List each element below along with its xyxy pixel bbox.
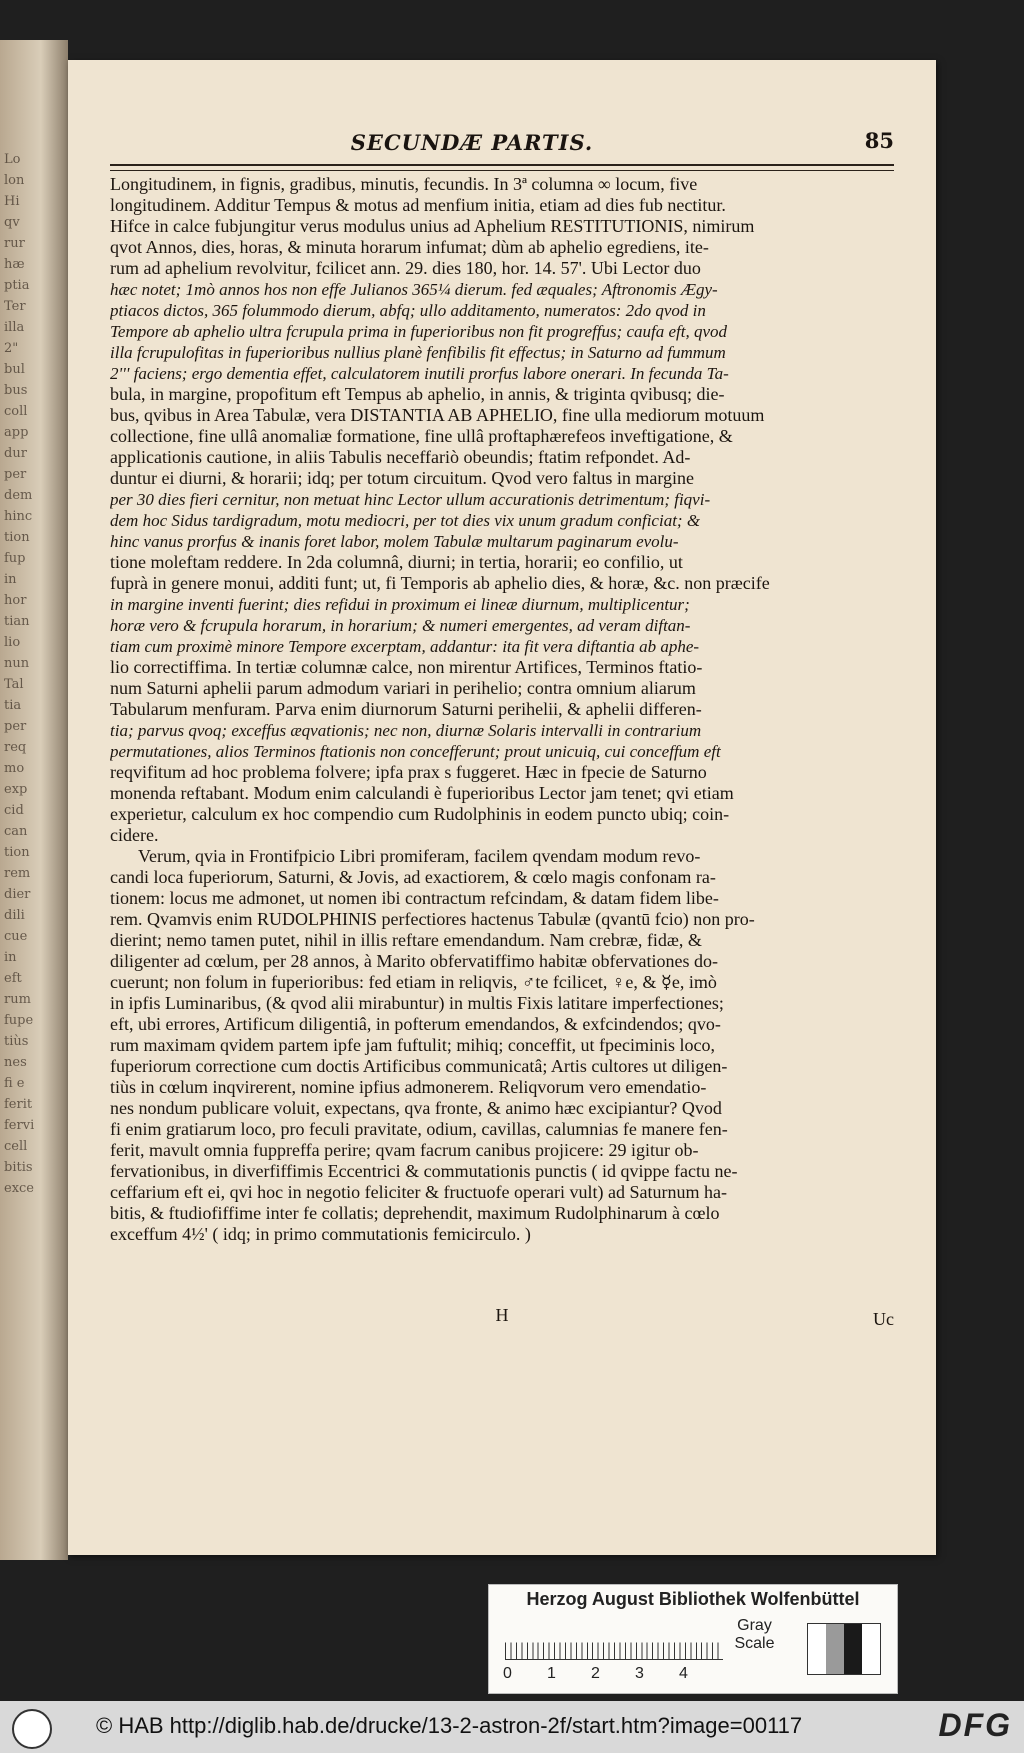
text-line: eft, ubi errores, Artificum diligentiâ, in pofterum emendandos, & exfcindendos; qvo- <box>110 1014 721 1034</box>
text-line: exceffum 4½' ( idq; in primo commutationis femicirculo. ) <box>110 1224 531 1244</box>
left-page-fragment: tian <box>4 614 30 629</box>
ruler-number: 0 <box>503 1665 512 1682</box>
running-title: SECUNDÆ PARTIS. <box>350 130 594 155</box>
ruler-number: 4 <box>679 1665 688 1682</box>
left-page-fragment: nes <box>4 1055 27 1070</box>
left-page-fragment: fi e <box>4 1076 25 1091</box>
header-rule-thin <box>110 170 894 171</box>
left-page-fragment: lio <box>4 635 21 650</box>
text-line: Hifce in calce fubjungitur verus modulus unius ad Aphelium RESTITUTIONIS, nimirum <box>110 216 755 236</box>
left-page-fragment: in <box>4 572 17 587</box>
gray-swatches <box>807 1623 881 1675</box>
text-line: cuerunt; non folum in fuperioribus: fed etiam in reliqvis, ♂te fcilicet, ♀e, & ☿e, imò <box>110 972 717 992</box>
left-page-fragment: exce <box>4 1181 34 1196</box>
library-name: Herzog August Bibliothek Wolfenbüttel <box>526 1589 860 1609</box>
page-number: 85 <box>864 128 894 153</box>
text-line: Verum, qvia in Frontifpicio Libri promiferam, facilem qvendam modum revo- <box>138 846 701 866</box>
text-line: permutationes, alios Terminos ftationis non concefferunt; prout unicuiq, cui conceffum eft <box>110 742 721 761</box>
ruler-number: 2 <box>591 1665 600 1682</box>
text-line: cidere. <box>110 825 159 845</box>
left-page-fragment: bitis <box>4 1160 33 1175</box>
left-page-fragment: ferit <box>4 1097 33 1112</box>
left-page-fragment: rem <box>4 866 31 881</box>
page-header <box>110 122 894 172</box>
left-page-fragment: dur <box>4 446 27 461</box>
left-page-fragment: dier <box>4 887 31 902</box>
text-line: nes nondum publicare voluit, expectans, qva fronte, & animo hæc excipiantur? Qvod <box>110 1098 722 1118</box>
left-page-fragment: per <box>4 467 27 482</box>
ruler-icon <box>505 1625 723 1660</box>
ruler-number: 3 <box>635 1665 644 1682</box>
left-page-fragment: fervi <box>4 1118 35 1133</box>
text-line: 2''' faciens; ergo dementia effet, calculatorem inutili prorfus labore onerari. In fecunda Ta- <box>110 364 729 383</box>
text-line: monenda reftabant. Modum enim calculandi è fuperioribus Lector jam tenet; qvi etiam <box>110 783 734 803</box>
left-page-fragment: Hi <box>4 194 20 209</box>
text-line: num Saturni aphelii parum admodum variari in perihelio; contra omnium aliarum <box>110 678 696 698</box>
text-line: rum maximam qvidem partem ipfe jam fuftulit; mihiq; conceffit, ut fpeciminis loco, <box>110 1035 716 1055</box>
text-line: diligenter ad cœlum, per 28 annos, à Marito obfervatiffimo habitæ obfervationes do- <box>110 951 719 971</box>
left-page-fragment: lon <box>4 173 25 188</box>
text-line: duntur ei diurni, & horarii; idq; per totum circuitum. Qvod vero faltus in margine <box>110 468 695 488</box>
text-line: in margine inventi fuerint; dies refidui in proximum ei lineæ diurnum, multiplicentur; <box>110 595 690 614</box>
left-page-fragment: nun <box>4 656 30 671</box>
text-line: bula, in margine, propofitum eft Tempus ab aphelio, in annis, & triginta qvibusq; die- <box>110 384 725 404</box>
text-line: tionem: locus me admonet, ut nomen ibi contractum refcindam, & datam fidem libe- <box>110 888 719 908</box>
text-line: ptiacos dictos, 365 folummodo dierum, abfq; ullo additamento, numeratos: 2do qvod in <box>110 301 706 320</box>
left-page-fragment: cid <box>4 803 24 818</box>
text-line: per 30 dies fieri cernitur, non metuat hinc Lector ullum accurationis detrimentum; fiqvi- <box>110 490 711 509</box>
text-line: fuprà in genere monui, additi funt; ut, fi Temporis ab aphelio dies, & horæ, &c. non præcife <box>110 573 770 593</box>
dfg-logo: DFG <box>938 1707 1012 1743</box>
text-line: longitudinem. Additur Tempus & motus ad menfium initia, etiam ad dies fub nectitur. <box>110 195 726 215</box>
left-page-fragment: in <box>4 950 17 965</box>
left-page-fragment: fupe <box>4 1013 34 1028</box>
body-text <box>110 174 894 1245</box>
text-line: reqvifitum ad hoc problema folvere; ipfa prax s fuggeret. Hæc in fpecie de Saturno <box>110 762 707 782</box>
text-line: candi loca fuperiorum, Saturni, & Jovis, ad exactiorem, & cœlo magis confonam ra- <box>110 867 716 887</box>
left-page-fragment: hor <box>4 593 27 608</box>
left-page-fragment: rum <box>4 992 31 1007</box>
left-page-fragment: rur <box>4 236 25 251</box>
text-line: lio correctiffima. In tertiæ columnæ calce, non mirentur Artifices, Terminos ftatio- <box>110 657 703 677</box>
text-line: tiùs in cœlum inqvirerent, nomine ipfius admonerem. Reliqvorum vero emendatio- <box>110 1077 707 1097</box>
left-page-fragment: hæ <box>4 257 25 272</box>
color-scale-card <box>488 1584 898 1694</box>
text-line: dierint; nemo tamen putet, nihil in illis reftare emendandum. Nam crebræ, fidæ, & <box>110 930 702 950</box>
text-line: fuperiorum correctione cum doctis Artificibus communicatâ; Artis cultores ut diligen- <box>110 1056 728 1076</box>
text-line: horæ vero & fcrupula horarum, in horarium; & numeri emergentes, ad veram diftan- <box>110 616 691 635</box>
signature-mark: H <box>495 1305 509 1325</box>
left-page-fragment: Tal <box>4 677 24 692</box>
gray-swatch <box>862 1624 880 1674</box>
header-rule <box>110 164 894 166</box>
text-line: ceffarium eft ei, qvi hoc in negotio feliciter & fructuofe operari vult) ad Saturnum ha- <box>110 1182 727 1202</box>
text-line: Tempore ab aphelio ultra fcrupula prima in fuperioribus non fit progreffus; caufa eft, qvod <box>110 322 728 341</box>
text-line: rem. Qvamvis enim RUDOLPHINIS perfectiores hactenus Tabulæ (qvantū fcio) non pro- <box>110 909 755 929</box>
left-page-fragment: dem <box>4 488 33 503</box>
left-page-fragment: coll <box>4 404 28 419</box>
text-line: experietur, calculum ex hoc compendio cum Rudolphinis in eodem puncto ubiq; coin- <box>110 804 730 824</box>
left-page-fragment: bul <box>4 362 25 377</box>
text-line: tione moleftam reddere. In 2da columnâ, diurni; in tertia, horarii; eo confilio, ut <box>110 552 683 572</box>
left-page-fragment: illa <box>4 320 25 335</box>
copyright-icon <box>12 1709 52 1749</box>
left-page-fragment: hinc <box>4 509 33 524</box>
left-page-fragment: 2" <box>4 341 19 356</box>
left-page-fragment: qv <box>4 215 20 230</box>
text-line: hæc notet; 1mò annos hos non effe Julianos 365¼ dierum. fed æquales; Aftronomis Ægy- <box>110 280 718 299</box>
text-line: applicationis cautione, in aliis Tabulis neceffariò obeundis; ftatim refpondet. Ad- <box>110 447 691 467</box>
copyright-link[interactable]: © HAB http://diglib.hab.de/drucke/13-2-astron-2f/start.htm?image=00117 <box>96 1713 803 1738</box>
gray-swatch <box>826 1624 844 1674</box>
text-line: tiam cum proximè minore Tempore excerptam, addantur: ita fit vera diftantia ab aphe- <box>110 637 700 656</box>
text-line: fi enim gratiarum loco, pro feculi pravitate, odium, cavillas, calumnias fe manere fen- <box>110 1119 728 1139</box>
left-page-fragment: ptia <box>4 278 30 293</box>
left-page-fragment: tion <box>4 530 30 545</box>
left-page-fragment: req <box>4 740 27 755</box>
text-line: rum ad aphelium revolvitur, fcilicet ann. 29. dies 180, hor. 14. 57'. Ubi Lector duo <box>110 258 701 278</box>
catchword: Uc <box>873 1309 894 1329</box>
page-footer <box>110 1305 894 1335</box>
left-page-fragment: can <box>4 824 28 839</box>
text-line: hinc vanus prorfus & inanis foret labor, molem Tabulæ multarum paginarum evolu- <box>110 532 679 551</box>
left-page-fragment: exp <box>4 782 28 797</box>
gray-swatch <box>844 1624 862 1674</box>
bottom-bar <box>0 1701 1024 1753</box>
text-line: collectione, fine ullâ anomaliæ formatione, fine ullâ proftaphærefeos inveftigatione, & <box>110 426 733 446</box>
left-page-fragment: mo <box>4 761 25 776</box>
book-page <box>68 60 936 1555</box>
text-line: illa fcrupulofitas in fuperioribus nullius planè fenfibilis fit effectus; in Saturno ad fummum <box>110 343 726 362</box>
text-line: bus, qvibus in Area Tabulæ, vera DISTANTIA AB APHELIO, fine ulla mediorum motuum <box>110 405 765 425</box>
left-page-fragment: fup <box>4 551 26 566</box>
left-page-fragment: tion <box>4 845 30 860</box>
left-page-fragment: bus <box>4 383 28 398</box>
text-line: fervationibus, in diverfiffimis Eccentrici & commutationis punctis ( id qvippe factu ne- <box>110 1161 738 1181</box>
left-page-fragment: cue <box>4 929 28 944</box>
left-page-fragment: cell <box>4 1139 28 1154</box>
gray-scale-label: Gray Scale <box>734 1617 775 1652</box>
gray-swatch <box>808 1624 826 1674</box>
left-page-fragment: tia <box>4 698 22 713</box>
left-page-fragment: per <box>4 719 27 734</box>
text-line: ferit, mavult omnia fuppreffa perire; qvam facrum canibus projicere: 29 igitur ob- <box>110 1140 699 1160</box>
text-line: tia; parvus qvoq; exceffus æqvationis; nec non, diurnæ Solaris intervalli in contrarium <box>110 721 702 740</box>
text-line: dem hoc Sidus tardigradum, motu mediocri, per tot dies vix unum gradum conficiat; & <box>110 511 701 530</box>
text-line: in ipfis Luminaribus, (& qvod alii mirabuntur) in multis Fixis latitare imperfectiones; <box>110 993 724 1013</box>
text-line: Longitudinem, in fignis, gradibus, minutis, fecundis. In 3ª columna ∞ locum, five <box>110 174 698 194</box>
adjacent-page-edge <box>0 40 68 1560</box>
ruler-number: 1 <box>547 1665 556 1682</box>
text-line: qvot Annos, dies, horas, & minuta horarum infumat; dùm ab aphelio egrediens, ite- <box>110 237 709 257</box>
text-line: Tabularum menfuram. Parva enim diurnorum Saturni perihelii, & aphelii differen- <box>110 699 702 719</box>
left-page-fragment: dili <box>4 908 25 923</box>
left-page-fragment: eft <box>4 971 22 986</box>
left-page-fragment: Ter <box>4 299 26 314</box>
left-page-fragment: Lo <box>4 152 21 167</box>
left-page-fragment: app <box>4 425 29 440</box>
text-line: bitis, & ftudiofiffime inter fe collatis; deprehendit, maximum Rudolphinarum à cœlo <box>110 1203 720 1223</box>
left-page-fragment: tiùs <box>4 1034 29 1049</box>
